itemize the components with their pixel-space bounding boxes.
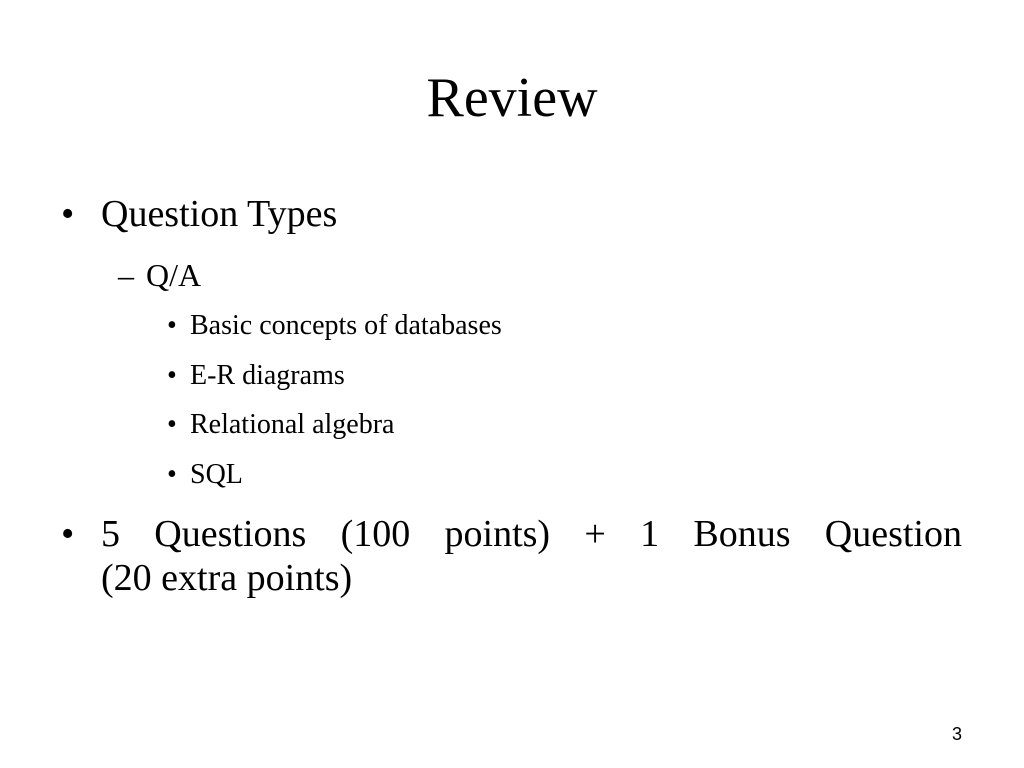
bullet-icon: • [167,459,177,490]
bullet-question-count [61,512,962,600]
question-types-text: Question Types [101,193,338,235]
topic-text: E-R diagrams [190,360,345,391]
bullet-icon: • [61,513,75,555]
bullet-icon: • [61,193,75,235]
topic-text: Basic concepts of databases [190,310,502,341]
topic-text: Relational algebra [190,409,395,440]
bullet-qa [118,256,202,294]
question-count-line-1: 5 Questions (100 points) + 1 Bonus Question [101,513,962,555]
question-count-line-2: (20 extra points) [101,557,353,599]
dash-icon: – [118,257,134,293]
bullet-question-types [61,192,338,236]
bullet-basic-concepts [167,310,502,342]
page-number: 3 [951,724,962,744]
bullet-icon: • [167,409,177,440]
slide-title: Review [426,67,598,129]
bullet-er-diagrams [167,360,345,392]
bullet-relational-algebra [167,409,395,441]
bullet-icon: • [167,360,177,391]
bullet-sql [167,459,243,491]
topic-text: SQL [190,459,243,490]
bullet-icon: • [167,310,177,341]
qa-text: Q/A [146,257,202,293]
